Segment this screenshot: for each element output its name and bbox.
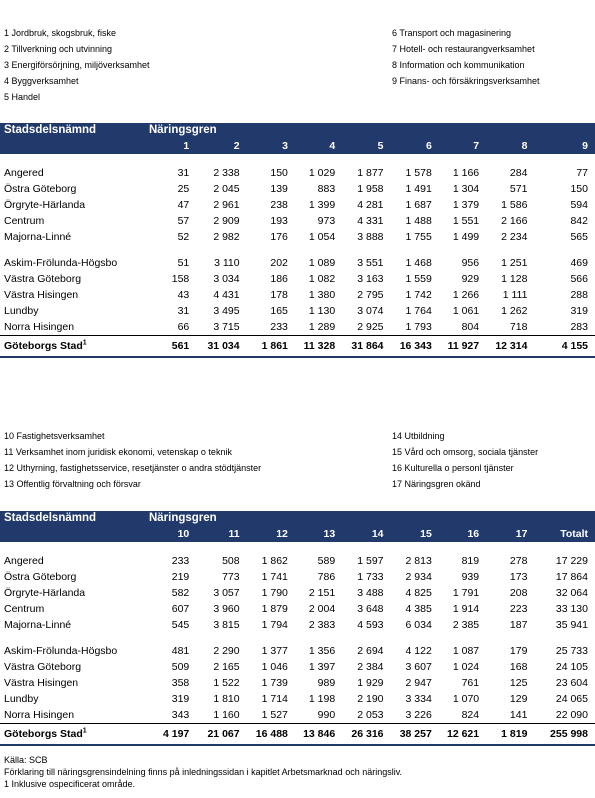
cell-value: 545 (171, 619, 190, 631)
cell-value: 57 (177, 215, 190, 227)
cell-value: 35 941 (555, 619, 588, 631)
cell-value: 1 304 (452, 183, 480, 195)
cell-value: 24 065 (555, 693, 588, 705)
cell-value: 571 (509, 183, 528, 195)
table-row (0, 617, 595, 633)
cell-value: 1 764 (405, 305, 432, 317)
cell-value: 319 (171, 693, 190, 705)
table-row (0, 197, 595, 213)
cell-value: 509 (171, 661, 190, 673)
cell-value: 1 551 (452, 215, 480, 227)
total-value: 561 (149, 336, 196, 358)
table-row (0, 271, 595, 287)
cell-value: 3 551 (357, 257, 384, 269)
column-header: 12 (247, 526, 295, 542)
district-name: Lundby (4, 305, 39, 317)
cell-value: 2 234 (501, 231, 528, 243)
district-name: Västra Göteborg (4, 273, 82, 285)
cell-value: 2 045 (213, 183, 240, 195)
cell-value: 1 714 (261, 693, 288, 705)
legend-item: 16 Kulturella o personl tjänster (392, 463, 514, 473)
table-row (0, 181, 595, 197)
cell-value: 939 (461, 571, 480, 583)
total-value: 1 819 (486, 724, 534, 746)
table-row (0, 319, 595, 336)
total-label (0, 724, 149, 746)
column-header: Totalt (534, 526, 595, 542)
footnote: 1 Inklusive ospecificerat område. (4, 779, 136, 789)
cell-value: 319 (570, 305, 588, 317)
cell-value: 43 (177, 289, 190, 301)
legend-right-column (392, 25, 540, 89)
cell-value: 1 262 (501, 305, 528, 317)
cell-value: 3 110 (214, 257, 240, 269)
cell-value: 824 (461, 709, 480, 721)
cell-value: 33 130 (555, 603, 588, 615)
cell-value: 129 (509, 693, 528, 705)
column-header: 6 (391, 138, 439, 154)
district-name: Askim-Frölunda-Högsbo (4, 257, 118, 269)
column-header: 8 (486, 138, 534, 154)
column-header: 7 (439, 138, 486, 154)
cell-value: 4 331 (357, 215, 384, 227)
legend-item: 12 Uthyrning, fastighetsservice, resetjänster o andra stödtjänster (4, 463, 262, 473)
total-value: 31 034 (196, 336, 246, 358)
table-row (0, 659, 595, 675)
column-header: 4 (295, 138, 342, 154)
cell-value: 1 742 (405, 289, 432, 301)
cell-value: 929 (461, 273, 480, 285)
district-name: Norra Hisingen (4, 709, 75, 721)
district-name: Västra Hisingen (4, 677, 79, 689)
cell-value: 186 (270, 273, 288, 285)
cell-value: 219 (171, 571, 190, 583)
total-row (0, 336, 595, 358)
cell-value: 2 934 (405, 571, 432, 583)
cell-value: 3 648 (357, 603, 384, 615)
explanation-note: Förklaring till näringsgrensindelning finns på inledningssidan i kapitlet Arbetsmarknad och näringsliv. (4, 767, 403, 777)
cell-value: 718 (509, 321, 528, 333)
cell-value: 2 813 (405, 555, 432, 567)
table-row (0, 165, 595, 181)
cell-value: 125 (509, 677, 528, 689)
cell-value: 4 122 (405, 645, 432, 657)
column-header: 9 (534, 138, 595, 154)
cell-value: 804 (461, 321, 480, 333)
cell-value: 1 061 (452, 305, 480, 317)
cell-value: 23 604 (555, 677, 588, 689)
legend-item: 11 Verksamhet inom juridisk ekonomi, vetenskap o teknik (4, 447, 232, 457)
cell-value: 32 064 (555, 587, 588, 599)
legend-item: 8 Information och kommunikation (392, 60, 525, 70)
cell-value: 2 338 (213, 167, 240, 179)
table-row (0, 255, 595, 271)
cell-value: 139 (270, 183, 288, 195)
district-name: Majorna-Linné (4, 619, 72, 631)
column-header: 16 (439, 526, 486, 542)
cell-value: 469 (570, 257, 588, 269)
cell-value: 1 578 (405, 167, 432, 179)
cell-value: 2 383 (308, 619, 336, 631)
column-header: 2 (196, 138, 246, 154)
column-header: 3 (247, 138, 295, 154)
total-value: 4 197 (149, 724, 196, 746)
total-label (0, 336, 149, 358)
district-name: Örgryte-Härlanda (4, 587, 86, 599)
cell-value: 1 741 (261, 571, 288, 583)
total-label-text: Göteborgs Stad (4, 340, 83, 352)
cell-value: 1 687 (405, 199, 432, 211)
total-value: 16 343 (391, 336, 439, 358)
table-row (0, 553, 595, 569)
cell-value: 842 (570, 215, 588, 227)
cell-value: 17 229 (555, 555, 588, 567)
cell-value: 883 (317, 183, 336, 195)
total-value: 13 846 (295, 724, 342, 746)
cell-value: 24 105 (555, 661, 588, 673)
column-header: 11 (196, 526, 246, 542)
legend-item: 15 Vård och omsorg, sociala tjänster (392, 447, 539, 457)
total-row (0, 724, 595, 746)
cell-value: 1 733 (357, 571, 384, 583)
cell-value: 6 034 (405, 619, 432, 631)
cell-value: 288 (570, 289, 588, 301)
column-header: 1 (149, 138, 196, 154)
cell-value: 2 961 (213, 199, 240, 211)
cell-value: 66 (177, 321, 190, 333)
legend-item: 6 Transport och magasinering (392, 28, 512, 38)
column-header: 17 (486, 526, 534, 542)
cell-value: 1 522 (213, 677, 240, 689)
cell-value: 4 431 (213, 289, 240, 301)
cell-value: 1 791 (452, 587, 480, 599)
cell-value: 989 (317, 677, 336, 689)
district-name: Centrum (4, 603, 45, 615)
cell-value: 1 289 (308, 321, 336, 333)
cell-value: 1 488 (405, 215, 432, 227)
cell-value: 4 593 (357, 619, 384, 631)
column-header: 13 (295, 526, 342, 542)
total-label-text: Göteborgs Stad (4, 728, 83, 740)
column-header: 15 (391, 526, 439, 542)
cell-value: 3 815 (213, 619, 240, 631)
cell-value: 2 190 (357, 693, 384, 705)
cell-value: 233 (171, 555, 190, 567)
cell-value: 566 (570, 273, 588, 285)
industry-table-2 (0, 511, 595, 746)
cell-value: 4 825 (405, 587, 432, 599)
cell-value: 2 795 (357, 289, 384, 301)
total-value: 1 861 (247, 336, 295, 358)
cell-value: 179 (509, 645, 528, 657)
cell-value: 1 130 (308, 305, 336, 317)
cell-value: 150 (270, 167, 288, 179)
cell-value: 565 (570, 231, 588, 243)
table-row (0, 569, 595, 585)
cell-value: 202 (270, 257, 288, 269)
cell-value: 358 (171, 677, 190, 689)
total-value: 12 314 (486, 336, 534, 358)
total-value: 38 257 (391, 724, 439, 746)
cell-value: 1 739 (261, 677, 288, 689)
cell-value: 47 (177, 199, 190, 211)
cell-value: 165 (270, 305, 288, 317)
cell-value: 1 356 (308, 645, 336, 657)
cell-value: 973 (317, 215, 336, 227)
cell-value: 1 929 (357, 677, 384, 689)
cell-value: 17 864 (555, 571, 588, 583)
cell-value: 1 790 (261, 587, 288, 599)
cell-value: 589 (317, 555, 336, 567)
cell-value: 1 266 (452, 289, 480, 301)
district-name: Angered (4, 167, 44, 179)
legend-item: 4 Byggverksamhet (4, 76, 79, 86)
table-row (0, 643, 595, 659)
cell-value: 1 499 (452, 231, 480, 243)
total-value: 21 067 (196, 724, 246, 746)
cell-value: 3 495 (213, 305, 240, 317)
cell-value: 3 226 (405, 709, 432, 721)
cell-value: 187 (509, 619, 528, 631)
cell-value: 1 024 (452, 661, 480, 673)
cell-value: 1 862 (261, 555, 288, 567)
total-value: 11 328 (295, 336, 342, 358)
notes (4, 754, 402, 790)
cell-value: 1 914 (452, 603, 480, 615)
cell-value: 1 586 (501, 199, 528, 211)
cell-value: 1 046 (261, 661, 288, 673)
cell-value: 2 694 (357, 645, 384, 657)
legend-item: 2 Tillverkning och utvinning (4, 44, 113, 54)
cell-value: 2 004 (308, 603, 336, 615)
cell-value: 150 (570, 183, 588, 195)
cell-value: 761 (461, 677, 480, 689)
cell-value: 3 074 (357, 305, 384, 317)
header-district: Stadsdelsnämnd (0, 511, 149, 526)
column-header: 10 (149, 526, 196, 542)
cell-value: 2 385 (452, 619, 480, 631)
legend-item: 14 Utbildning (392, 431, 445, 441)
total-value: 255 998 (534, 724, 595, 746)
cell-value: 1 399 (308, 199, 336, 211)
table-row (0, 601, 595, 617)
cell-value: 1 879 (261, 603, 288, 615)
cell-value: 1 160 (213, 709, 240, 721)
cell-value: 1 128 (501, 273, 528, 285)
cell-value: 1 527 (261, 709, 288, 721)
cell-value: 1 070 (452, 693, 480, 705)
footnote-marker: 1 (82, 339, 87, 347)
cell-value: 956 (461, 257, 480, 269)
cell-value: 178 (270, 289, 288, 301)
cell-value: 168 (509, 661, 528, 673)
cell-value: 1 082 (308, 273, 336, 285)
legend-item: 9 Finans- och försäkringsverksamhet (392, 76, 540, 86)
district-name: Centrum (4, 215, 45, 227)
cell-value: 3 488 (357, 587, 384, 599)
district-name: Östra Göteborg (4, 571, 77, 583)
cell-value: 773 (222, 571, 240, 583)
cell-value: 1 380 (308, 289, 336, 301)
cell-value: 786 (317, 571, 336, 583)
cell-value: 52 (177, 231, 190, 243)
footnote-marker: 1 (82, 727, 87, 735)
cell-value: 22 090 (555, 709, 588, 721)
legend-item: 17 Näringsgren okänd (392, 479, 481, 489)
cell-value: 31 (177, 305, 190, 317)
table-row (0, 691, 595, 707)
cell-value: 1 794 (261, 619, 288, 631)
cell-value: 284 (509, 167, 528, 179)
district-name: Majorna-Linné (4, 231, 72, 243)
header-industry: Näringsgren (149, 123, 595, 138)
cell-value: 2 165 (213, 661, 240, 673)
total-value: 26 316 (342, 724, 390, 746)
cell-value: 1 877 (357, 167, 384, 179)
header-district: Stadsdelsnämnd (0, 123, 149, 138)
cell-value: 31 (177, 167, 190, 179)
legend-item: 7 Hotell- och restaurangverksamhet (392, 44, 535, 54)
cell-value: 2 151 (308, 587, 336, 599)
cell-value: 3 715 (213, 321, 240, 333)
cell-value: 25 733 (555, 645, 588, 657)
cell-value: 481 (171, 645, 190, 657)
district-name: Östra Göteborg (4, 183, 77, 195)
cell-value: 1 755 (405, 231, 432, 243)
cell-value: 2 947 (405, 677, 432, 689)
column-header: 14 (342, 526, 390, 542)
cell-value: 1 397 (308, 661, 336, 673)
legend-item: 3 Energiförsörjning, miljöverksamhet (4, 60, 150, 70)
legend-left-column (4, 428, 261, 492)
cell-value: 283 (570, 321, 588, 333)
cell-value: 2 925 (357, 321, 384, 333)
cell-value: 508 (222, 555, 240, 567)
source-note: Källa: SCB (4, 755, 48, 765)
cell-value: 3 163 (357, 273, 384, 285)
cell-value: 1 166 (452, 167, 480, 179)
cell-value: 2 982 (213, 231, 240, 243)
cell-value: 173 (509, 571, 528, 583)
cell-value: 1 377 (261, 645, 288, 657)
cell-value: 1 198 (308, 693, 336, 705)
cell-value: 141 (509, 709, 528, 721)
industry-table-1 (0, 123, 595, 358)
cell-value: 1 793 (405, 321, 432, 333)
total-value: 11 927 (439, 336, 486, 358)
cell-value: 1 379 (452, 199, 480, 211)
district-name: Askim-Frölunda-Högsbo (4, 645, 118, 657)
cell-value: 2 053 (357, 709, 384, 721)
cell-value: 2 384 (357, 661, 384, 673)
cell-value: 4 281 (357, 199, 384, 211)
cell-value: 1 089 (308, 257, 336, 269)
cell-value: 1 468 (405, 257, 432, 269)
legend-item: 13 Offentlig förvaltning och försvar (4, 479, 141, 489)
cell-value: 594 (570, 199, 588, 211)
cell-value: 1 958 (357, 183, 384, 195)
cell-value: 2 909 (213, 215, 240, 227)
table-row (0, 303, 595, 319)
cell-value: 4 385 (405, 603, 432, 615)
cell-value: 1 054 (308, 231, 336, 243)
cell-value: 233 (270, 321, 288, 333)
table-row (0, 287, 595, 303)
cell-value: 3 034 (213, 273, 240, 285)
cell-value: 3 334 (405, 693, 432, 705)
cell-value: 343 (171, 709, 190, 721)
cell-value: 158 (171, 273, 190, 285)
total-value: 16 488 (247, 724, 295, 746)
cell-value: 990 (317, 709, 336, 721)
cell-value: 3 960 (213, 603, 240, 615)
legend-left-column (4, 25, 150, 105)
cell-value: 1 810 (213, 693, 240, 705)
cell-value: 208 (509, 587, 528, 599)
cell-value: 3 888 (357, 231, 384, 243)
cell-value: 1 559 (405, 273, 432, 285)
table-row (0, 213, 595, 229)
cell-value: 1 597 (357, 555, 384, 567)
total-value: 31 864 (342, 336, 390, 358)
total-value: 12 621 (439, 724, 486, 746)
table-row (0, 707, 595, 724)
total-value: 4 155 (534, 336, 595, 358)
cell-value: 238 (270, 199, 288, 211)
district-name: Västra Hisingen (4, 289, 79, 301)
cell-value: 51 (177, 257, 190, 269)
cell-value: 1 087 (452, 645, 480, 657)
cell-value: 3 057 (213, 587, 240, 599)
cell-value: 1 251 (501, 257, 528, 269)
legend-item: 1 Jordbruk, skogsbruk, fiske (4, 28, 117, 38)
cell-value: 2 166 (501, 215, 528, 227)
table-row (0, 229, 595, 245)
district-name: Västra Göteborg (4, 661, 82, 673)
table-row (0, 675, 595, 691)
legend-item: 5 Handel (4, 92, 41, 102)
cell-value: 25 (177, 183, 190, 195)
cell-value: 582 (171, 587, 190, 599)
cell-value: 1 111 (502, 289, 528, 301)
cell-value: 1 029 (308, 167, 336, 179)
district-name: Norra Hisingen (4, 321, 75, 333)
cell-value: 607 (171, 603, 190, 615)
cell-value: 193 (270, 215, 288, 227)
cell-value: 77 (576, 167, 588, 179)
cell-value: 1 491 (405, 183, 432, 195)
header-industry: Näringsgren (149, 511, 595, 526)
table-row (0, 585, 595, 601)
legend-item: 10 Fastighetsverksamhet (4, 431, 105, 441)
cell-value: 176 (270, 231, 288, 243)
district-name: Örgryte-Härlanda (4, 199, 86, 211)
column-header: 5 (342, 138, 390, 154)
cell-value: 819 (461, 555, 480, 567)
legend-right-column (392, 428, 538, 492)
district-name: Lundby (4, 693, 39, 705)
district-name: Angered (4, 555, 44, 567)
cell-value: 223 (509, 603, 528, 615)
cell-value: 3 607 (405, 661, 432, 673)
cell-value: 2 290 (213, 645, 240, 657)
cell-value: 278 (509, 555, 528, 567)
